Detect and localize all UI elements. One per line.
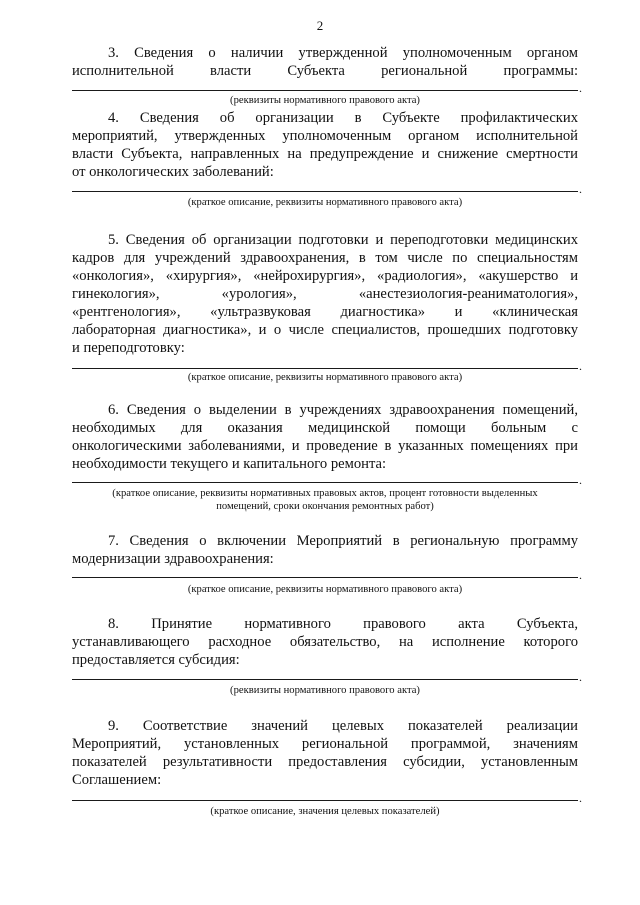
section-5-text	[72, 231, 578, 357]
section-4-line-2: мероприятий, утвержденных уполномоченным органом исполнительной	[72, 128, 578, 144]
section-5-fill-line[interactable]: .	[72, 368, 578, 369]
section-9-line-4: Соглашением:	[72, 772, 162, 788]
section-9-line-1: 9. Соответствие значений целевых показателей реализации	[108, 718, 578, 734]
section-6-line-1: 6. Сведения о выделении в учреждениях здравоохранения помещений,	[108, 402, 578, 418]
section-6-fill-line[interactable]: .	[72, 482, 578, 483]
section-6-line-4: необходимости текущего и капитального ремонта:	[72, 456, 387, 472]
section-4-line-4: от онкологических заболеваний:	[72, 164, 274, 180]
section-4-line-1: 4. Сведения об организации в Субъекте профилактических	[108, 110, 578, 126]
section-9-fill-line[interactable]: .	[72, 800, 578, 801]
section-8-line-3: предоставляется субсидия:	[72, 652, 240, 668]
section-4-line-3: власти Субъекта, направленных на предупреждение и снижение смертности	[72, 146, 578, 162]
section-5-line-5: «рентгенология», «ультразвуковая диагностика» и «клиническая	[72, 304, 578, 320]
page-number: 2	[316, 18, 324, 33]
section-7-caption: (краткое описание, реквизиты нормативного правового акта)	[187, 584, 463, 595]
section-9-line-3: показателей результативности предоставления субсидии, установленным	[72, 754, 578, 770]
section-8-fill-line[interactable]: .	[72, 679, 578, 680]
section-5-line-6: лабораторная диагностика», и о числе специалистов, прошедших подготовку	[72, 322, 578, 338]
section-8-line-2: устанавливающего расходное обязательство, на исполнение которого	[72, 634, 578, 650]
section-8-caption: (реквизиты нормативного правового акта)	[230, 685, 420, 696]
section-3-fill-line[interactable]: .	[72, 90, 578, 91]
section-4-text	[72, 109, 578, 181]
section-3-line-1: 3. Сведения о наличии утвержденной уполномоченным органом	[108, 45, 578, 61]
section-5-line-1: 5. Сведения об организации подготовки и переподготовки медицинских	[108, 232, 578, 248]
section-3-caption: (реквизиты нормативного правового акта)	[230, 95, 420, 106]
section-7-line-1: 7. Сведения о включении Мероприятий в региональную программу	[108, 533, 578, 549]
section-7-fill-line[interactable]: .	[72, 577, 578, 578]
section-4-fill-line[interactable]: .	[72, 191, 578, 192]
section-4-caption: (краткое описание, реквизиты нормативного правового акта)	[187, 197, 463, 208]
section-3-line-2: исполнительной власти Субъекта региональной программы:	[72, 63, 578, 79]
section-5-caption: (краткое описание, реквизиты нормативного правового акта)	[187, 372, 463, 383]
section-5-line-2: кадров для учреждений здравоохранения, в том числе по специальностям	[72, 250, 578, 266]
section-9-line-2: Мероприятий, установленных региональной программой, значениям	[72, 736, 578, 752]
section-7-line-2: модернизации здравоохранения:	[72, 551, 274, 567]
section-5-line-3: «онкология», «хирургия», «нейрохирургия», «радиология», «акушерство и	[72, 268, 578, 284]
section-6-line-3: онкологическими заболеваниями, и проведение в указанных помещениях при	[72, 438, 578, 454]
section-8-line-1: 8. Принятие нормативного правового акта Субъекта,	[108, 616, 578, 632]
section-5-line-4: гинекология», «урология», «анестезиология-реаниматология»,	[72, 286, 578, 302]
section-9-text	[72, 717, 578, 789]
section-8-text	[72, 615, 578, 669]
section-5-line-7: и переподготовку:	[72, 340, 185, 356]
section-6-line-2: необходимых для оказания медицинской помощи больным с	[72, 420, 578, 436]
section-7-text	[72, 532, 578, 568]
section-6-text	[72, 401, 578, 473]
section-6-caption: (краткое описание, реквизиты нормативных правовых актов, процент готовности выделенных помещений, сроки окончания ремонтных работ)	[112, 488, 538, 512]
section-9-caption: (краткое описание, значения целевых показателей)	[210, 806, 440, 817]
section-3-text	[72, 44, 578, 80]
